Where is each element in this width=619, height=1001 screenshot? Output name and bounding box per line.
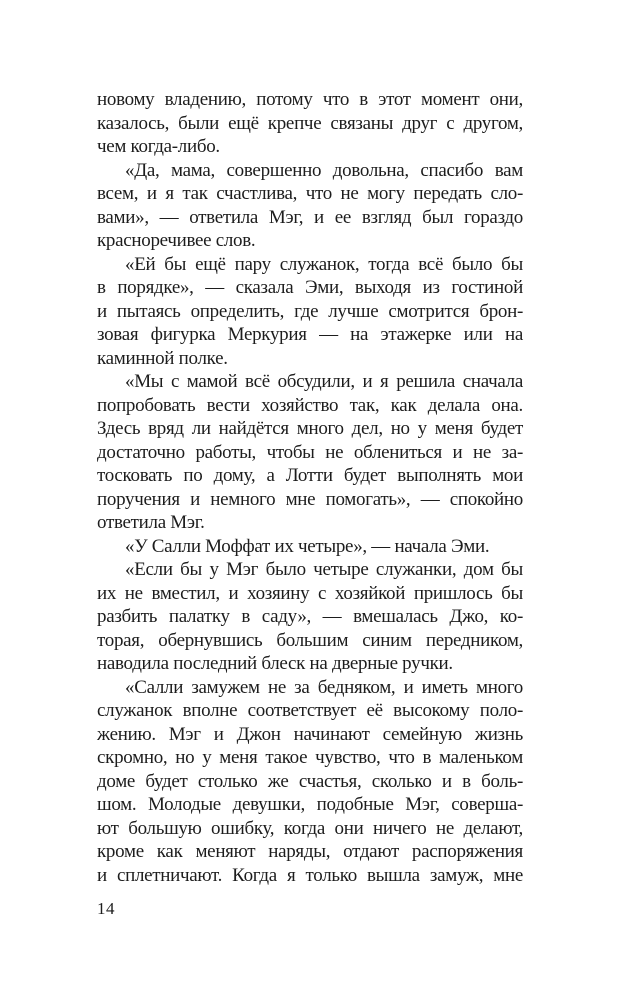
text-line: в порядке», — сказала Эми, выходя из гостиной [97,277,523,298]
text-line: наводила последний блеск на дверные ручки. [97,653,453,674]
paragraph [97,535,523,559]
text-line: «Салли замужем не за бедняком, и иметь много [125,676,523,698]
paragraph [97,88,523,159]
page-number: 14 [97,899,115,918]
text-line: казалось, были ещё крепче связаны друг с другом, [97,112,523,134]
text-line: «Если бы у Мэг было четыре служанки, дом бы [125,559,523,580]
text-line: «У Салли Моффат их четыре», — начала Эми. [125,535,490,557]
text-line: чем когда-либо. [97,136,220,157]
text-line: скромно, но у меня такое чувство, что в маленьком [97,747,523,768]
text-line: «Да, мама, совершенно довольна, спасибо вам [125,159,523,181]
text-line: новому владению, потому что в этот момент они, [97,89,523,110]
text-line: тосковать по дому, а Лотти будет выполнять мои [97,465,523,486]
paragraph [97,159,523,253]
text-line: ответила Мэг. [97,512,205,533]
text-line: кроме как меняют наряды, отдают распоряжения [97,841,523,862]
text-line: шом. Молодые девушки, подобные Мэг, соверша- [97,794,523,815]
text-line: поручения и немного мне помогать», — спокойно [97,488,523,510]
text-line: красноречивее слов. [97,230,256,251]
paragraph [97,676,523,888]
text-line: доме будет столько же счастья, сколько и в боль- [97,770,523,792]
text-line: ют большую ошибку, когда они ничего не делают, [97,817,523,839]
paragraph [97,370,523,535]
paragraph [97,558,523,676]
text-line: служанок вполне соответствует её высокому поло- [97,700,523,721]
text-line: Здесь вряд ли найдётся много дел, но у меня будет [97,418,523,439]
text-line: разбить палатку в саду», — вмешалась Джо, ко- [97,606,523,627]
text-line: всем, и я так счастлива, что не могу передать сло- [97,183,523,204]
text-line: зовая фигурка Меркурия — на этажерке или на [97,324,523,345]
text-line: каминной полке. [97,347,228,369]
text-line: достаточно работы, чтобы не облениться и не за- [97,441,523,463]
text-line: вами», — ответила Мэг, и ее взгляд был гораздо [97,206,523,228]
text-line: и пытаясь определить, где лучше смотрится брон- [97,300,523,322]
text-block [97,88,523,887]
text-line: их не вместил, и хозяину с хозяйкой пришлось бы [97,582,523,604]
text-line: торая, обернувшись большим синим передником, [97,629,523,651]
text-line: и сплетничают. Когда я только вышла замуж, мне [97,864,523,886]
text-line: попробовать вести хозяйство так, как делала она. [97,394,523,416]
text-line: «Ей бы ещё пару служанок, тогда всё было бы [125,253,523,275]
paragraph [97,253,523,371]
text-line: «Мы с мамой всё обсудили, и я решила сначала [125,371,523,392]
text-line: жению. Мэг и Джон начинают семейную жизнь [97,723,523,745]
